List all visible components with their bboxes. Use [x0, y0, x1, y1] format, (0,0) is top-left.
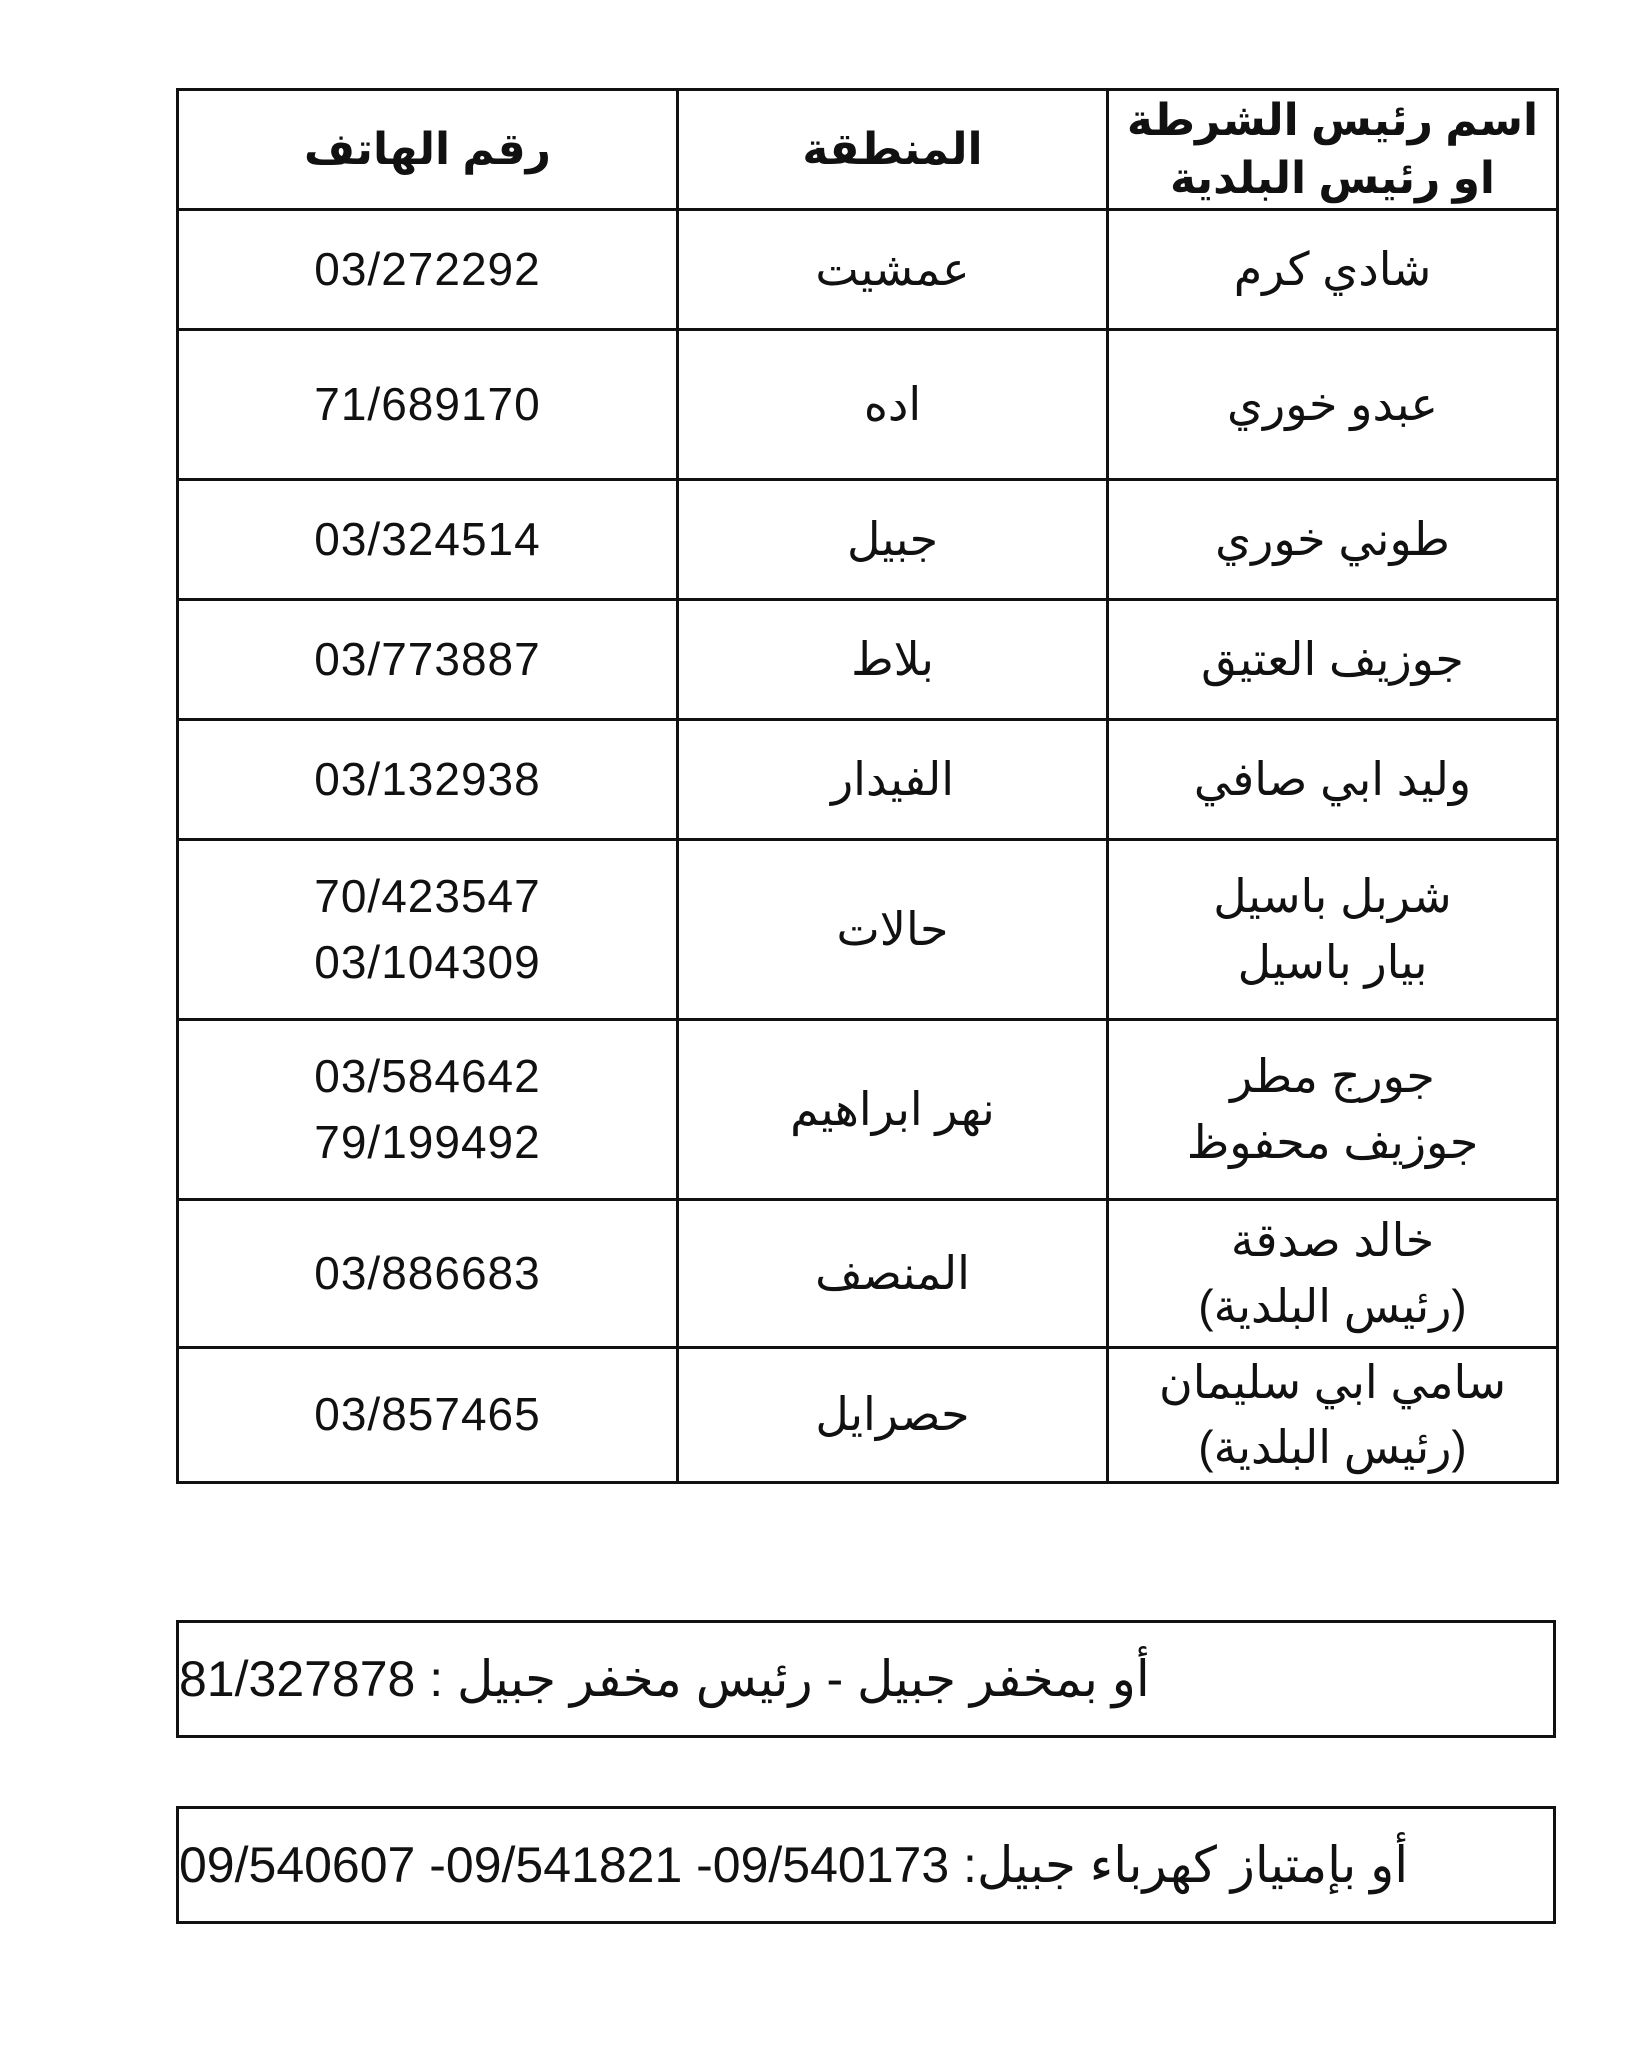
person-name: جوزيف محفوظ [1186, 1115, 1479, 1168]
phone-number: 03/132938 [314, 752, 541, 805]
phone-cell [178, 1348, 678, 1483]
name-cell [1108, 210, 1558, 330]
person-role: (رئيس البلدية) [1198, 1279, 1467, 1332]
name-cell [1108, 330, 1558, 480]
phone-number: 03/104309 [314, 935, 541, 988]
area-cell: عمشيت [678, 210, 1108, 330]
area-cell: حالات [678, 840, 1108, 1020]
person-role: (رئيس البلدية) [1198, 1421, 1467, 1473]
person-name: جورج مطر [1230, 1050, 1435, 1103]
area-cell: الفيدار [678, 720, 1108, 840]
person-name: وليد ابي صافي [1193, 752, 1472, 805]
area-cell: بلاط [678, 600, 1108, 720]
phone-number: 03/886683 [314, 1246, 541, 1299]
phone-number: 03/272292 [314, 242, 541, 295]
phone-number: 70/423547 [314, 870, 541, 923]
phone-cell [178, 600, 678, 720]
area-cell: حصرايل [678, 1348, 1108, 1483]
jbeil-station-phone: 81/327878 [179, 1651, 416, 1707]
header-area: المنطقة [678, 90, 1108, 210]
table-row [178, 600, 1558, 720]
header-name [1108, 90, 1558, 210]
person-name: سامي ابي سليمان [1158, 1355, 1507, 1408]
header-name-line1: اسم رئيس الشرطة [1126, 96, 1539, 146]
person-name: بيار باسيل [1237, 935, 1428, 988]
table-row [178, 1348, 1558, 1483]
phone-cell [178, 720, 678, 840]
jbeil-station-note-text [179, 1650, 1150, 1708]
area-cell: نهر ابراهيم [678, 1020, 1108, 1200]
electricity-note [176, 1806, 1556, 1924]
area-cell: جبيل [678, 480, 1108, 600]
phone-number: 03/857465 [314, 1388, 541, 1441]
table-row [178, 1200, 1558, 1348]
phone-cell [178, 1200, 678, 1348]
table-row [178, 210, 1558, 330]
area-cell: المنصف [678, 1200, 1108, 1348]
phone-number: 03/584642 [314, 1050, 541, 1103]
area-cell: اده [678, 330, 1108, 480]
person-name: عبدو خوري [1227, 377, 1438, 430]
person-name: خالد صدقة [1230, 1214, 1435, 1267]
name-cell [1108, 1348, 1558, 1483]
jbeil-station-label: أو بمخفر جبيل - رئيس مخفر جبيل : [415, 1651, 1150, 1707]
phone-cell [178, 1020, 678, 1200]
person-name: جوزيف العتيق [1201, 632, 1464, 685]
jbeil-station-note [176, 1620, 1556, 1738]
table-row [178, 1020, 1558, 1200]
phone-cell [178, 480, 678, 600]
header-name-line2: او رئيس البلدية [1169, 153, 1496, 203]
table-row [178, 720, 1558, 840]
electricity-phones: 09/540607 -09/541821 -09/540173 [179, 1837, 950, 1893]
table-row [178, 330, 1558, 480]
phone-cell [178, 210, 678, 330]
phone-number: 03/324514 [314, 512, 541, 565]
name-cell [1108, 840, 1558, 1020]
contacts-table [176, 88, 1559, 1484]
person-name: طوني خوري [1215, 512, 1450, 565]
header-phone: رقم الهاتف [178, 90, 678, 210]
phone-number: 79/199492 [314, 1115, 541, 1168]
name-cell [1108, 720, 1558, 840]
phone-number: 71/689170 [314, 377, 541, 430]
electricity-note-text [179, 1836, 1408, 1894]
name-cell [1108, 1020, 1558, 1200]
phone-cell [178, 840, 678, 1020]
table-header-row [178, 90, 1558, 210]
phone-cell [178, 330, 678, 480]
person-name: شربل باسيل [1213, 870, 1452, 923]
table-row [178, 480, 1558, 600]
table-row [178, 840, 1558, 1020]
person-name: شادي كرم [1233, 242, 1432, 295]
name-cell [1108, 600, 1558, 720]
name-cell [1108, 480, 1558, 600]
name-cell [1108, 1200, 1558, 1348]
electricity-label: أو بإمتياز كهرباء جبيل: [949, 1837, 1409, 1893]
phone-number: 03/773887 [314, 632, 541, 685]
